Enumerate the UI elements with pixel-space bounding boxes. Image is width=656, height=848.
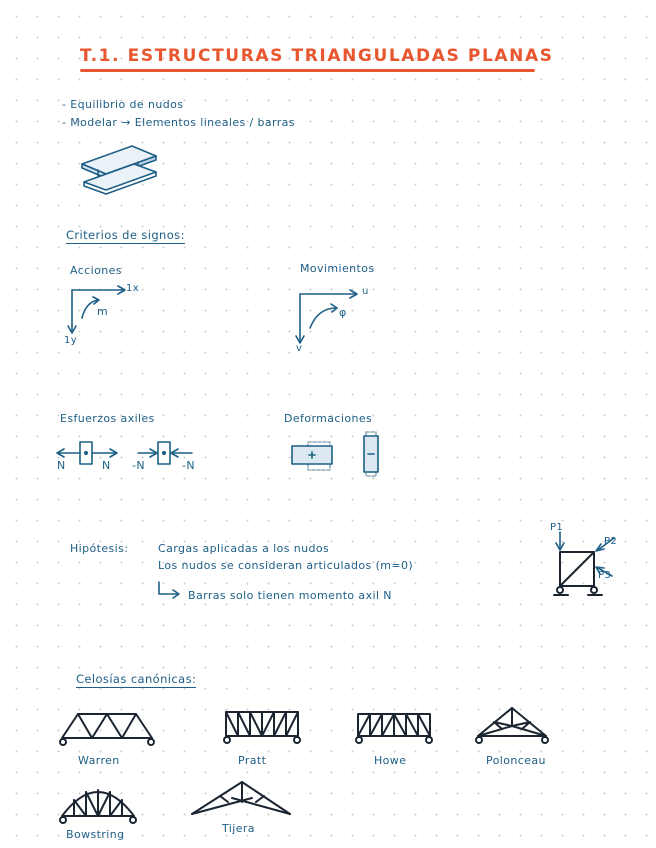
axial-right-n-b: -N [182,459,195,472]
load-p2: P2 [604,536,618,547]
load-p1: P1 [550,522,564,533]
label-bowstring: Bowstring [66,828,125,841]
axial-right-n-a: -N [132,459,145,472]
howe-truss [350,706,440,748]
movements-label: Movimientos [300,262,375,275]
deformations-diagram [288,428,398,484]
movements-u-label: u [362,286,369,297]
axial-left-n-b: N [102,459,111,472]
load-p3: P3 [598,570,612,581]
movements-axes-diagram [292,286,372,356]
label-howe: Howe [374,754,407,767]
movements-phi-label: φ [339,306,347,319]
bowstring-truss [58,782,138,826]
actions-x-axis-label: 1x [126,283,140,294]
pratt-truss [218,706,308,748]
page-title: T.1. ESTRUCTURAS TRIANGULADAS PLANAS [80,46,554,66]
actions-y-axis-label: 1y [64,335,78,346]
hypothesis-label: Hipótesis: [70,542,129,555]
deformations-label: Deformaciones [284,412,373,425]
movements-v-label: v [296,343,303,354]
intro-line-model: - Modelar → Elementos lineales / barras [62,116,295,129]
hypothesis-line-pinned: Los nudos se consideran articulados (m=0) [158,559,414,572]
i-beam-icon [80,142,160,192]
signs-heading: Criterios de signos: [66,228,185,242]
tijera-truss [186,774,296,824]
intro-line-equilibrium: - Equilibrio de nudos [62,98,184,111]
label-polonceau: Polonceau [486,754,546,767]
axial-compression-diagram [136,438,206,470]
title-underline [80,69,535,72]
polonceau-truss [472,702,552,748]
actions-label: Acciones [70,264,122,277]
actions-moment-label: m [97,305,109,318]
label-warren: Warren [78,754,120,767]
hypothesis-line-loads: Cargas aplicadas a los nudos [158,542,330,555]
label-pratt: Pratt [238,754,267,767]
lattices-heading: Celosías canónicas: [76,672,197,686]
axial-label: Esfuerzos axiles [60,412,155,425]
hypothesis-arrow [156,580,186,600]
label-tijera: Tijera [222,822,255,835]
axial-left-n-a: N [57,459,66,472]
warren-truss [56,708,160,748]
hypothesis-line-axial: Barras solo tienen momento axil N [188,589,392,602]
